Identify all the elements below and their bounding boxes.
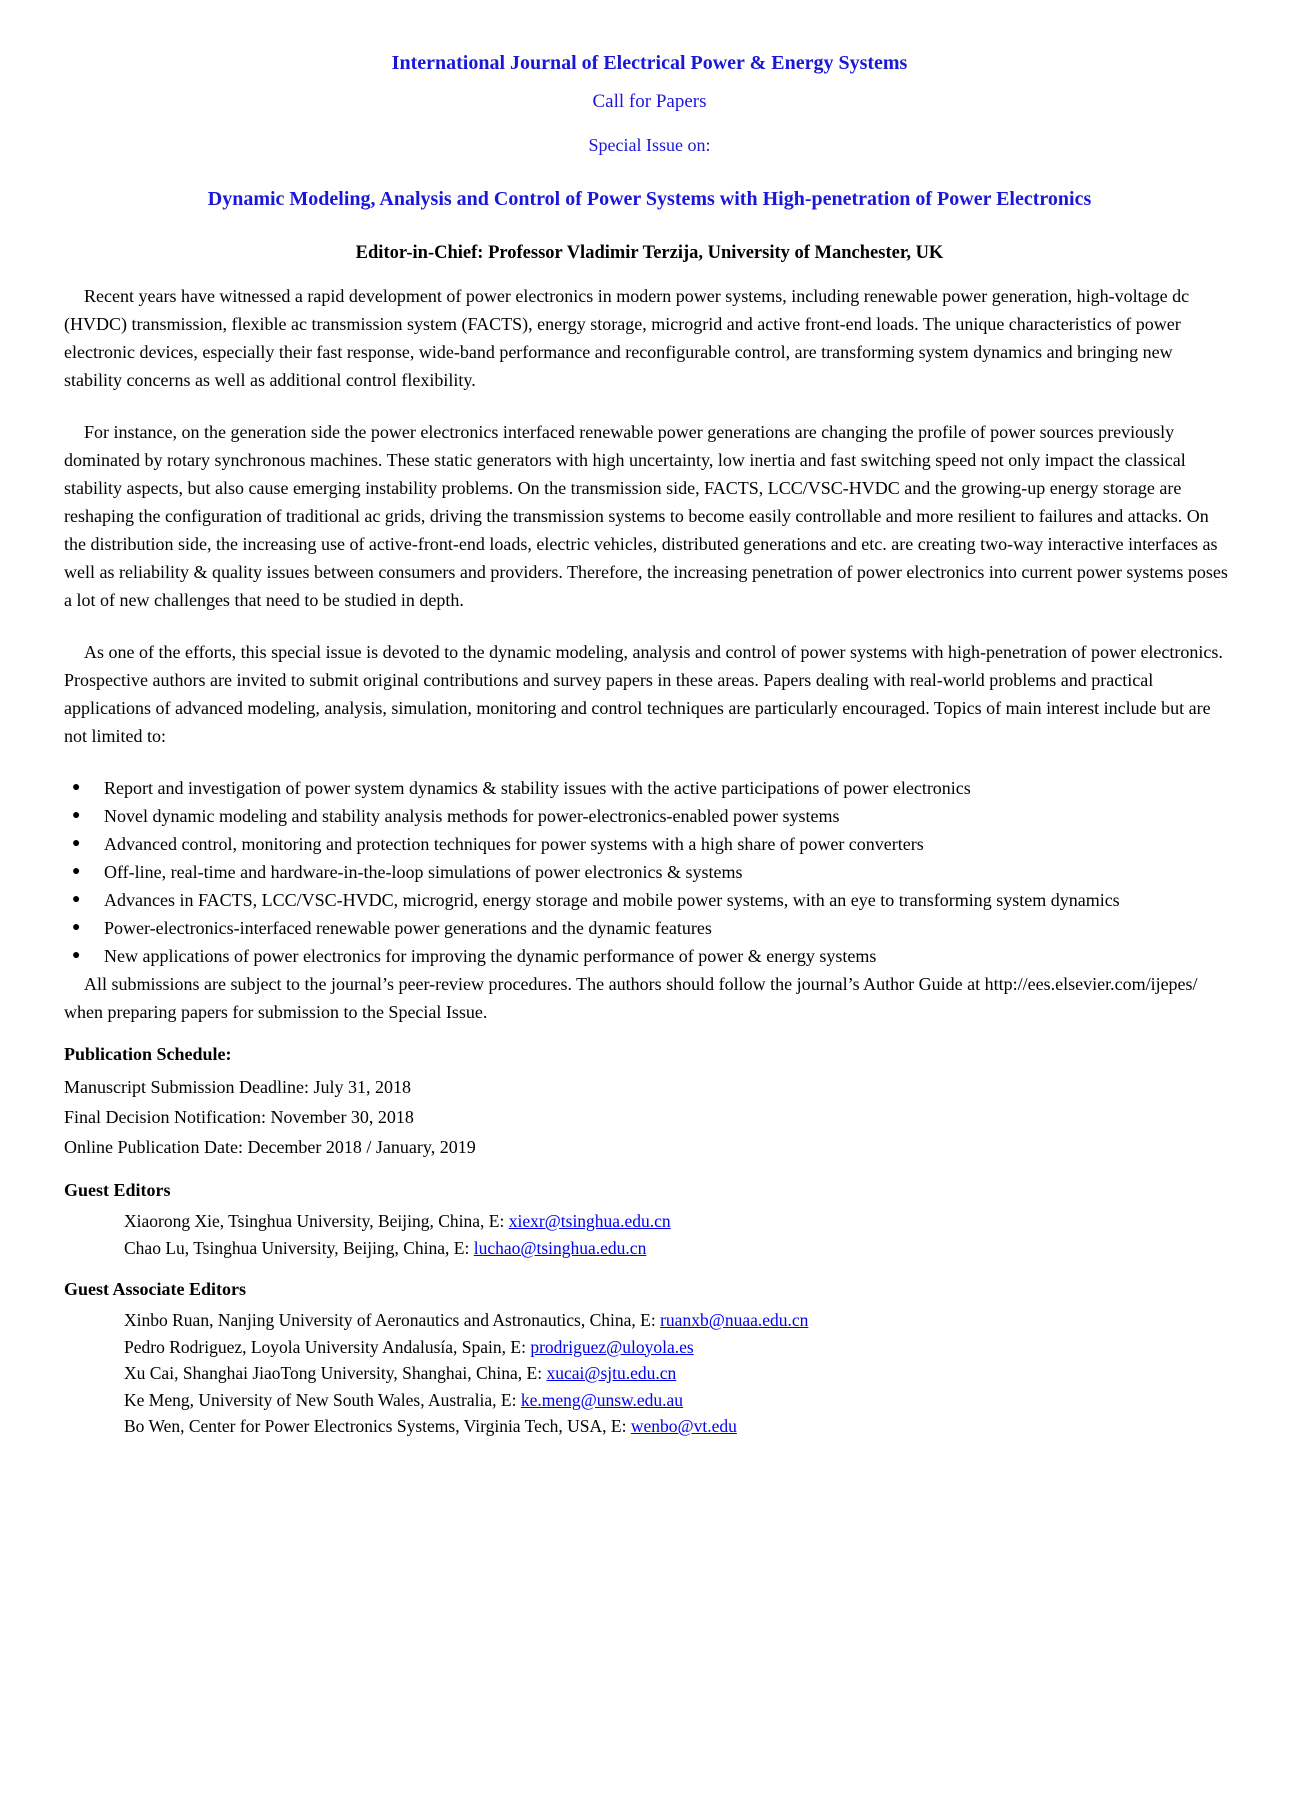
editor-row: [64, 1208, 1235, 1235]
editor-info: Chao Lu, Tsinghua University, Beijing, China, E:: [124, 1237, 474, 1258]
editor-row: [64, 1307, 1235, 1334]
call-for-papers-label: Call for Papers: [592, 91, 707, 112]
schedule-decision-notification: Final Decision Notification: November 30, 2018: [64, 1107, 414, 1127]
editor-in-chief-line: Editor-in-Chief: Professor Vladimir Terzija, University of Manchester, UK: [355, 243, 944, 263]
document-header: [64, 52, 1235, 264]
guest-associate-editors-section: [64, 1275, 1235, 1440]
editor-email-link[interactable]: xucai@sjtu.edu.cn: [546, 1363, 677, 1383]
paragraph-examples: For instance, on the generation side the power electronics interfaced renewable power generations are changing the profile of power sources previously dominated by rotary synchronous machines. These static generators with high uncertainty, low inertia and fast switching speed not only impact the classical stability aspects, but also cause emerging instability problems. On the transmission side, FACTS, LCC/VSC-HVDC and the growing-up energy storage are reshaping the configuration of traditional ac grids, driving the transmission systems to become easily controllable and more resilient to failures and attacks. On the distribution side, the increasing use of active-front-end loads, electric vehicles, distributed generations and etc. are creating two-way interactive interfaces as well as reliability & quality issues between consumers and providers. Therefore, the increasing penetration of power electronics into current power systems poses a lot of new challenges that need to be studied in depth.: [64, 422, 1228, 610]
bullet-icon: ●: [72, 780, 81, 795]
special-issue-title: Dynamic Modeling, Analysis and Control of Power Systems with High-penetration of Power Electronics: [207, 188, 1092, 210]
publication-schedule-section: [64, 1040, 1235, 1162]
paragraph-intro: Recent years have witnessed a rapid development of power electronics in modern power systems, including renewable power generation, high-voltage dc (HVDC) transmission, flexible ac transmission system (FACTS), energy storage, microgrid and active front-end loads. The unique characteristics of power electronic devices, especially their fast response, wide-band performance and reconfigurable control, are transforming system dynamics and bringing new stability concerns as well as additional control flexibility.: [64, 286, 1190, 390]
editor-row: [64, 1413, 1235, 1440]
list-item: [64, 886, 1235, 914]
topic-text: Report and investigation of power system dynamics & stability issues with the active participations of power electronics: [104, 778, 971, 798]
editor-row: [64, 1360, 1235, 1387]
editor-row: [64, 1387, 1235, 1414]
editor-info: Xu Cai, Shanghai JiaoTong University, Shanghai, China, E:: [124, 1363, 547, 1383]
editor-email-link[interactable]: prodriguez@uloyola.es: [530, 1336, 694, 1357]
topic-text: Off-line, real-time and hardware-in-the-loop simulations of power electronics & systems: [104, 862, 743, 882]
paragraph-scope: As one of the efforts, this special issue is devoted to the dynamic modeling, analysis and control of power systems with high-penetration of power electronics. Prospective authors are invited to submit original contributions and survey papers in these areas. Papers dealing with real-world problems and practical applications of advanced modeling, analysis, simulation, monitoring and control techniques are particularly encouraged. Topics of main interest include but are not limited to:: [64, 642, 1223, 746]
editor-info: Bo Wen, Center for Power Electronics Systems, Virginia Tech, USA, E:: [124, 1416, 631, 1436]
editor-email-link[interactable]: ruanxb@nuaa.edu.cn: [660, 1310, 809, 1330]
journal-title: International Journal of Electrical Power & Energy Systems: [391, 52, 908, 74]
guest-editors-section: [64, 1176, 1235, 1261]
editor-info: Ke Meng, University of New South Wales, Australia, E:: [124, 1389, 521, 1410]
schedule-online-publication: Online Publication Date: December 2018 / January, 2019: [64, 1137, 476, 1157]
list-item: [64, 858, 1235, 886]
guest-editors-heading: Guest Editors: [64, 1180, 171, 1200]
bullet-icon: ●: [72, 920, 81, 935]
editor-email-link[interactable]: xiexr@tsinghua.edu.cn: [508, 1211, 671, 1231]
list-item: [64, 830, 1235, 858]
bullet-icon: ●: [72, 892, 81, 907]
editor-email-link[interactable]: ke.meng@unsw.edu.au: [520, 1389, 684, 1410]
topics-list: [64, 774, 1235, 970]
bullet-icon: ●: [72, 808, 81, 823]
topic-text: Advances in FACTS, LCC/VSC-HVDC, microgrid, energy storage and mobile power systems, with an eye to transforming system dynamics: [104, 890, 1120, 910]
editor-email-link[interactable]: wenbo@vt.edu: [630, 1416, 737, 1436]
publication-schedule-heading: Publication Schedule:: [64, 1044, 232, 1064]
list-item: [64, 802, 1235, 830]
special-issue-on-label: Special Issue on:: [588, 135, 711, 155]
submissions-note: All submissions are subject to the journal’s peer-review procedures. The authors should follow the journal’s Author Guide at http://ees.elsevier.com/ijepes/ when preparing papers for submission to the Special Issue.: [64, 974, 1198, 1022]
schedule-submission-deadline: Manuscript Submission Deadline: July 31, 2018: [64, 1077, 411, 1097]
list-item: [64, 774, 1235, 802]
editor-info: Xiaorong Xie, Tsinghua University, Beijing, China, E:: [124, 1211, 509, 1231]
bullet-icon: ●: [72, 864, 81, 879]
topic-text: Power-electronics-interfaced renewable power generations and the dynamic features: [104, 918, 712, 938]
topic-text: Novel dynamic modeling and stability analysis methods for power-electronics-enabled power systems: [104, 806, 840, 826]
topic-text: New applications of power electronics for improving the dynamic performance of power & energy systems: [104, 946, 877, 966]
editor-row: [64, 1235, 1235, 1262]
list-item: [64, 914, 1235, 942]
bullet-icon: ●: [72, 948, 81, 963]
editor-info: Xinbo Ruan, Nanjing University of Aeronautics and Astronautics, China, E:: [124, 1310, 661, 1330]
guest-associate-editors-heading: Guest Associate Editors: [64, 1279, 246, 1299]
editor-info: Pedro Rodriguez, Loyola University Andalusía, Spain, E:: [124, 1336, 531, 1357]
bullet-icon: ●: [72, 836, 81, 851]
list-item: [64, 942, 1235, 970]
editor-email-link[interactable]: luchao@tsinghua.edu.cn: [473, 1237, 647, 1258]
topic-text: Advanced control, monitoring and protection techniques for power systems with a high share of power converters: [104, 834, 924, 854]
editor-row: [64, 1334, 1235, 1361]
